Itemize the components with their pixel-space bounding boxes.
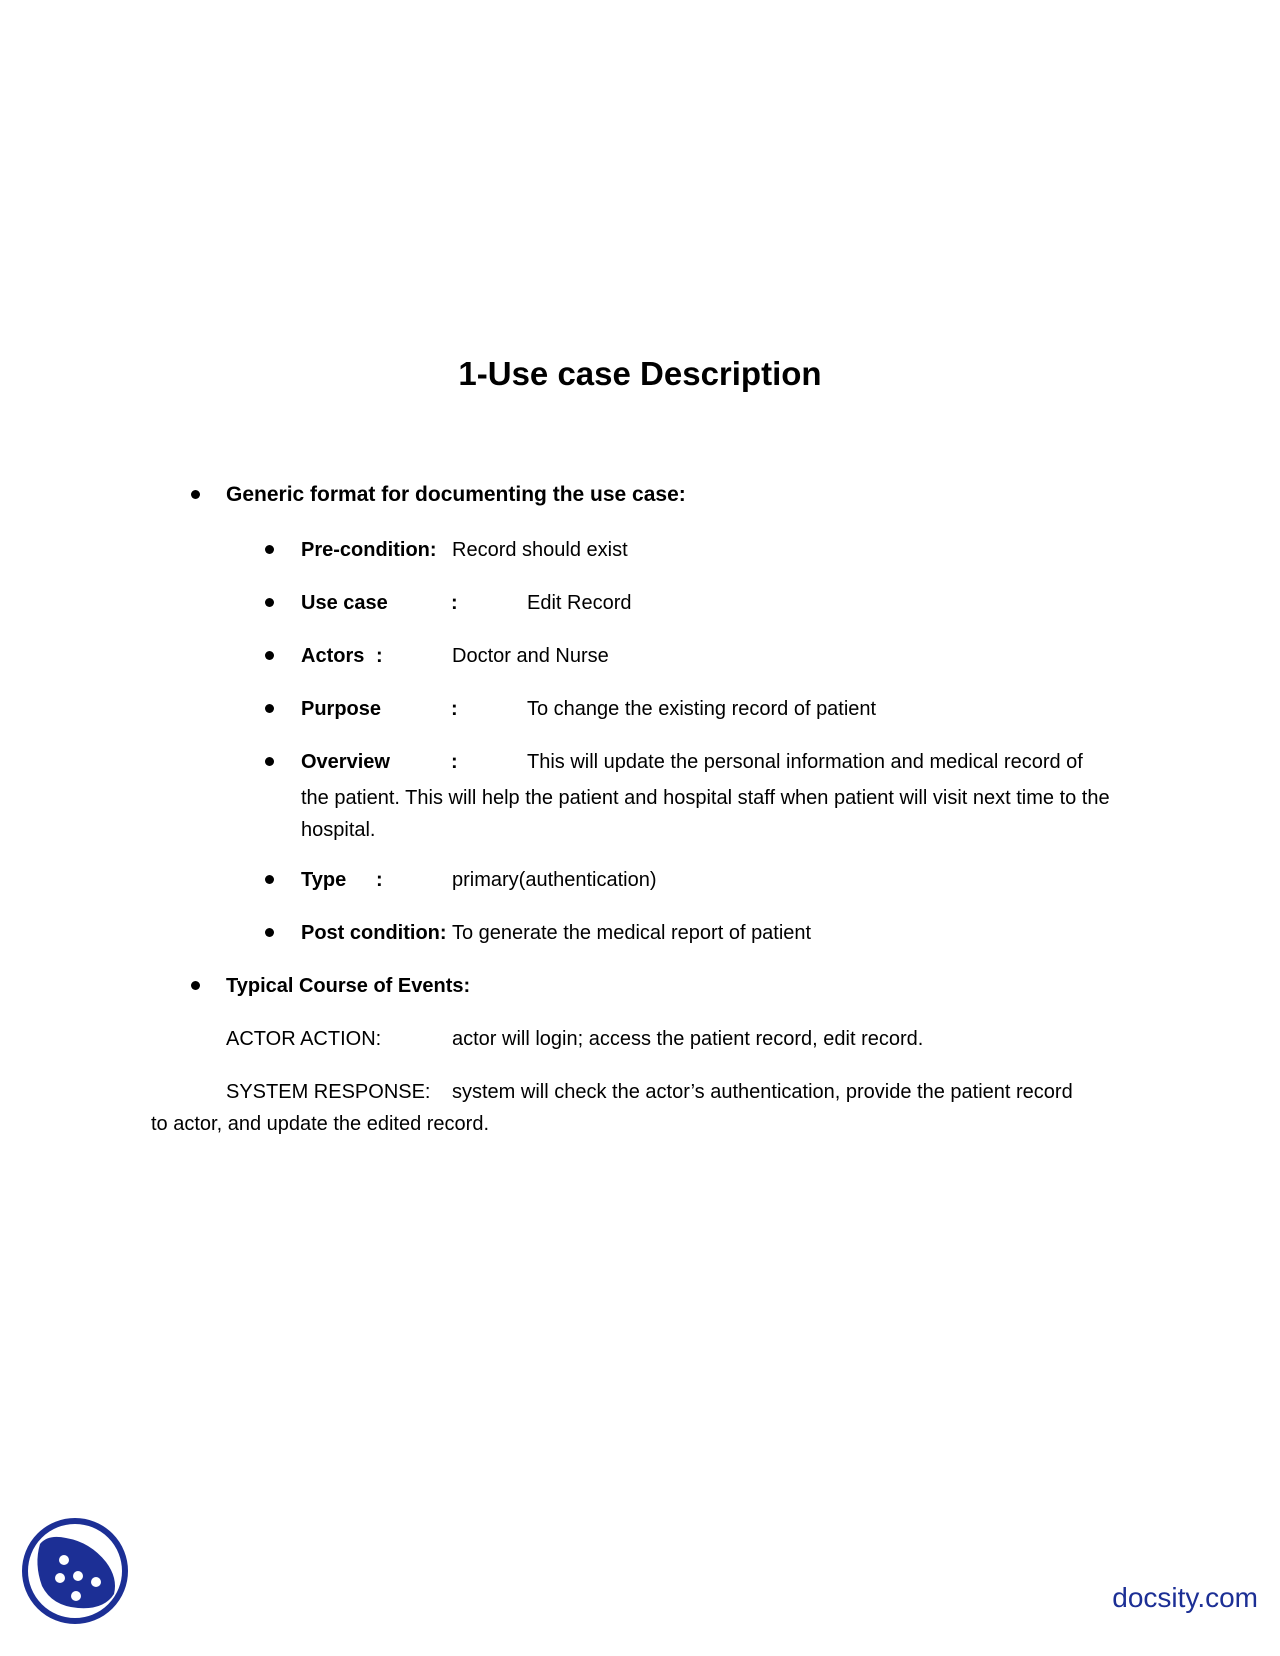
field-label-type: Type: [301, 869, 347, 891]
bullet-icon: [265, 598, 274, 607]
field-label-postcondition: Post condition:: [301, 922, 447, 944]
field-colon-use-case: :: [451, 592, 458, 614]
field-colon-overview: :: [451, 751, 458, 773]
field-value-precondition: Record should exist: [452, 539, 628, 561]
field-colon-purpose: :: [451, 698, 458, 720]
field-value-postcondition: To generate the medical report of patient: [452, 922, 812, 944]
bullet-icon: [191, 490, 200, 499]
field-label-actors: Actors: [301, 645, 365, 667]
field-value-type: primary(authentication): [452, 869, 657, 891]
docsity-brand-link[interactable]: docsity.com: [1112, 1582, 1258, 1613]
page-title: 1-Use case Description: [458, 355, 822, 392]
actor-action-value: actor will login; access the patient record, edit record.: [452, 1028, 924, 1050]
bullet-icon: [265, 545, 274, 554]
bullet-icon: [265, 651, 274, 660]
system-response-value: system will check the actor’s authentication, provide the patient record: [452, 1081, 1073, 1103]
field-label-precondition: Pre-condition:: [301, 539, 437, 561]
system-response-continuation: to actor, and update the edited record.: [151, 1113, 490, 1135]
bullet-icon: [265, 928, 274, 937]
field-colon-type: :: [376, 869, 383, 891]
field-value-overview-continuation: the patient. This will help the patient and hospital staff when patient will visit next time to the hospital.: [301, 787, 1110, 841]
bullet-icon: [265, 875, 274, 884]
field-value-actors: Doctor and Nurse: [452, 645, 609, 667]
system-response-label: SYSTEM RESPONSE:: [226, 1081, 431, 1103]
bullet-icon: [265, 704, 274, 713]
field-value-use-case: Edit Record: [527, 592, 632, 614]
field-label-purpose: Purpose: [301, 698, 382, 720]
field-label-use-case: Use case: [301, 592, 388, 614]
bullet-icon: [191, 981, 200, 990]
events-heading: Typical Course of Events:: [226, 975, 471, 997]
generic-format-heading: Generic format for documenting the use case:: [226, 483, 686, 506]
field-value-purpose: To change the existing record of patient: [527, 698, 877, 720]
docsity-logo-icon: [20, 1516, 130, 1626]
field-colon-actors: :: [376, 645, 383, 667]
actor-action-label: ACTOR ACTION:: [226, 1028, 382, 1050]
field-value-overview: This will update the personal information and medical record of: [527, 751, 1083, 773]
bullet-icon: [265, 757, 274, 766]
field-label-overview: Overview: [301, 751, 390, 773]
